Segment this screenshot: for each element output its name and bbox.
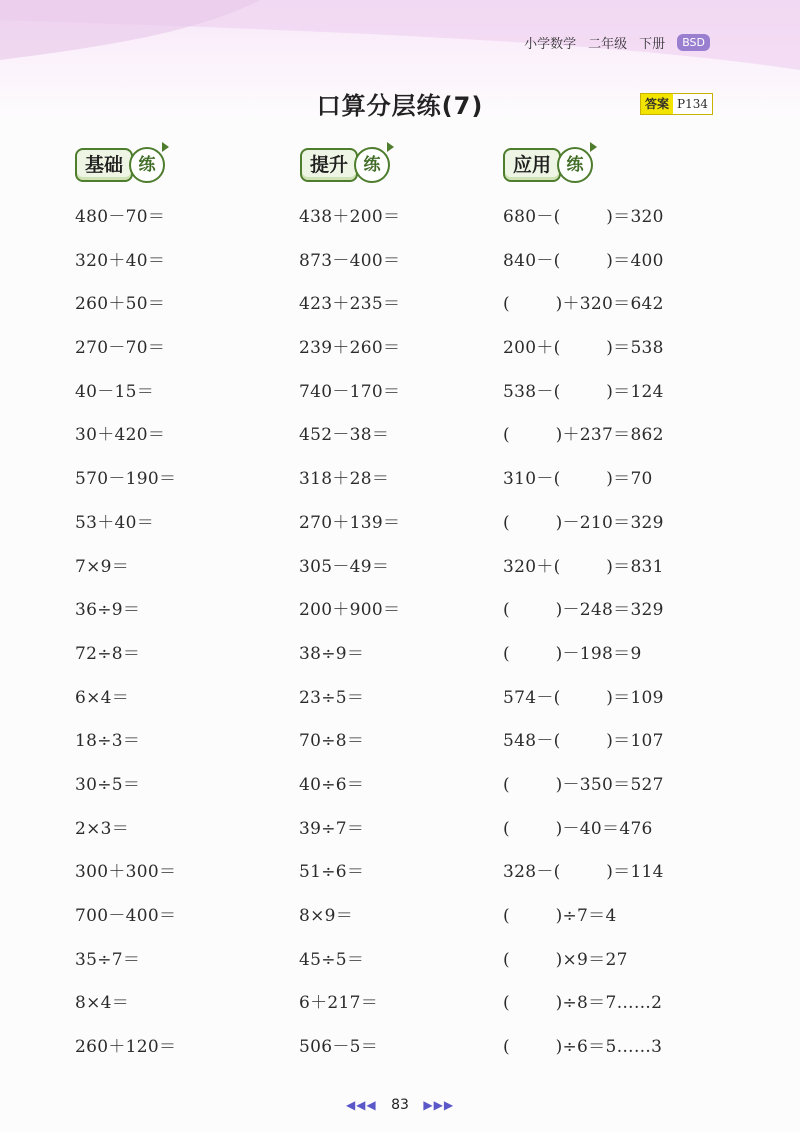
practice-icon: 练: [129, 147, 165, 183]
problem: ( )－198＝9: [503, 643, 642, 664]
problem: 700－400＝: [75, 906, 177, 926]
problem: 70÷8＝: [299, 731, 365, 752]
page-footer: [0, 1097, 800, 1113]
problem: 35÷7＝: [75, 949, 141, 970]
problem: 480－70＝: [75, 207, 166, 227]
problem: 30＋420＝: [75, 425, 166, 446]
previous-arrows-icon: ◀◀◀: [345, 1098, 377, 1112]
problem: 6＋217＝: [299, 993, 379, 1014]
practice-icon: 练: [557, 147, 593, 183]
problem: 200＋900＝: [299, 600, 401, 621]
problem: 6×4＝: [75, 687, 130, 708]
problem: ( )－210＝329: [503, 512, 664, 533]
problem: 320＋40＝: [75, 250, 166, 271]
problem: 38÷9＝: [299, 643, 365, 664]
next-arrows-icon: ▶▶▶: [423, 1098, 455, 1112]
problem: 200＋( )＝538: [503, 338, 664, 359]
section-advanced-label: 提升: [300, 148, 358, 182]
answer-page: P134: [673, 94, 712, 114]
problem: 45÷5＝: [299, 949, 365, 970]
section-basic-label: 基础: [75, 148, 133, 182]
problem: 538－( )＝124: [503, 381, 664, 402]
advanced-problems-column: [299, 201, 400, 1075]
problem: 328－( )＝114: [503, 862, 664, 883]
problem: ( )÷7＝4: [503, 906, 617, 926]
problem: 270＋139＝: [299, 512, 401, 533]
problem: 506－5＝: [299, 1037, 379, 1058]
page-number: 83: [391, 1097, 409, 1113]
problem: 23÷5＝: [299, 687, 365, 708]
problem: ( )÷8＝7……2: [503, 993, 663, 1014]
problem: ( )－40＝476: [503, 818, 653, 839]
problem: 574－( )＝109: [503, 687, 664, 708]
problem: 318＋28＝: [299, 469, 390, 490]
section-basic-badge: [75, 147, 165, 183]
problem: 270－70＝: [75, 338, 166, 359]
problem: 51÷6＝: [299, 862, 365, 883]
problem: 320＋( )＝831: [503, 556, 664, 577]
applied-problems-column: [503, 201, 664, 1075]
problem: ( )×9＝27: [503, 949, 628, 970]
practice-icon: 练: [354, 147, 390, 183]
problem: 2×3＝: [75, 818, 130, 839]
section-applied-label: 应用: [503, 148, 561, 182]
problem: 7×9＝: [75, 556, 130, 577]
problem: 548－( )＝107: [503, 731, 664, 752]
problem: 40－15＝: [75, 381, 155, 402]
problem: 36÷9＝: [75, 600, 141, 621]
problem: 8×9＝: [299, 906, 354, 926]
problem: ( )－248＝329: [503, 600, 664, 621]
problem: 873－400＝: [299, 250, 401, 271]
section-advanced-badge: [300, 147, 390, 183]
problem: 452－38＝: [299, 425, 390, 446]
problem: 18÷3＝: [75, 731, 141, 752]
section-applied-badge: [503, 147, 593, 183]
book-info: [512, 33, 710, 52]
problem: 423＋235＝: [299, 294, 401, 315]
problem: 30÷5＝: [75, 774, 141, 795]
book-volume: 下册: [639, 37, 666, 52]
problem: ( )÷6＝5……3: [503, 1037, 663, 1058]
problem: 40÷6＝: [299, 774, 365, 795]
problem: 8×4＝: [75, 993, 130, 1014]
page-title: 口算分层练(7): [316, 92, 484, 120]
problem: ( )－350＝527: [503, 774, 664, 795]
problem: 53＋40＝: [75, 512, 155, 533]
problem: 260＋50＝: [75, 294, 166, 315]
problem: 39÷7＝: [299, 818, 365, 839]
book-subject: 小学数学: [524, 37, 577, 52]
problem: 570－190＝: [75, 469, 177, 490]
problem: 239＋260＝: [299, 338, 401, 359]
problem: 72÷8＝: [75, 643, 141, 664]
problem: 300＋300＝: [75, 862, 177, 883]
answer-reference: [640, 93, 713, 115]
problem: ( )＋320＝642: [503, 294, 664, 315]
problem: 840－( )＝400: [503, 250, 664, 271]
problem: 310－( )＝70: [503, 469, 653, 490]
problem: 740－170＝: [299, 381, 401, 402]
problem: 680－( )＝320: [503, 207, 664, 227]
problem: ( )＋237＝862: [503, 425, 664, 446]
basic-problems-column: [75, 201, 176, 1075]
problem: 260＋120＝: [75, 1037, 177, 1058]
problem: 438＋200＝: [299, 207, 401, 227]
book-grade: 二年级: [588, 37, 628, 52]
answer-label: 答案: [641, 94, 673, 114]
edition-badge: BSD: [677, 34, 710, 51]
problem: 305－49＝: [299, 556, 390, 577]
